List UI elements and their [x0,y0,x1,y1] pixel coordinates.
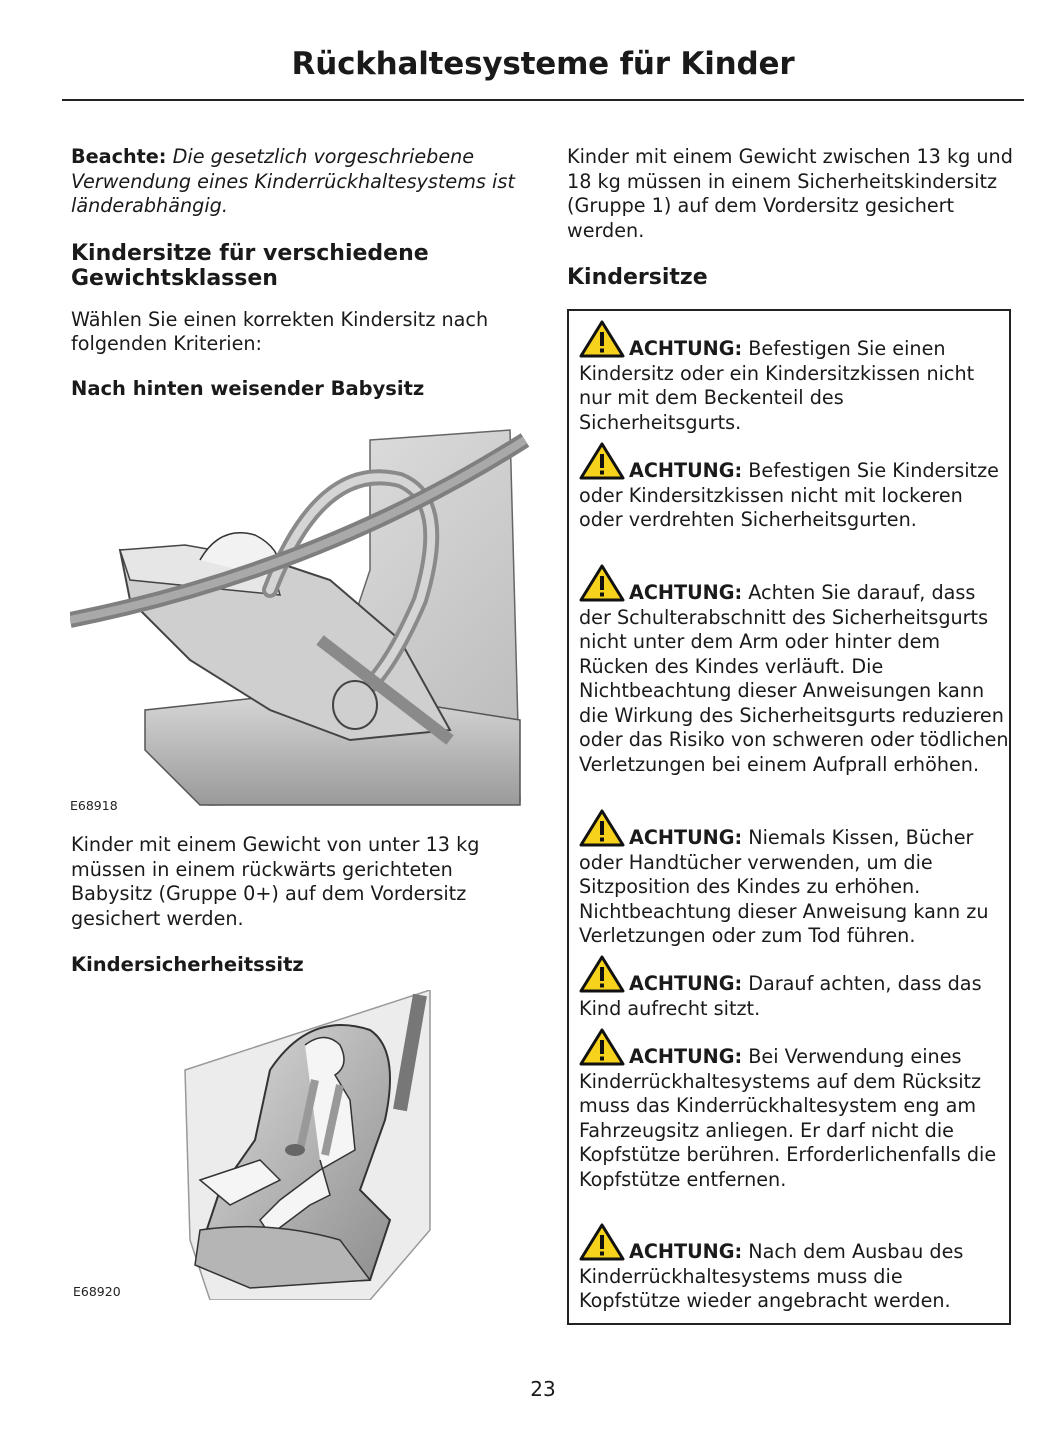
warning-label: ACHTUNG: [629,459,743,482]
intro-criteria: Wählen Sie einen korrekten Kindersitz nach folgenden Kriterien: [71,307,489,355]
warning-triangle-icon [579,319,625,359]
warnings-box [567,309,1011,1325]
warning-text: Befestigen Sie Kindersitze oder Kindersitzkissen nicht mit lockeren oder verdrehten Sicherheitsgurten. [579,459,999,531]
warning-4 [579,808,1009,949]
warning-5 [579,954,1009,1021]
warning-2 [579,441,1009,533]
figure-babysitz [70,420,530,820]
warning-triangle-icon [579,1222,625,1262]
figure-code-1: E68918 [70,798,118,813]
note-label: Beachte: [71,145,167,168]
left-column-lower [71,833,523,977]
note-paragraph [71,145,523,219]
kindersitz-illustration [70,990,530,1300]
warning-triangle-icon [579,954,625,994]
subheading-kindersitz: Kindersicherheitssitz [71,953,304,976]
babysitz-illustration [70,420,530,820]
warning-text: Nach dem Ausbau des Kinderrückhaltesystems muss die Kopfstütze wieder angebracht werden. [579,1240,964,1312]
warning-3 [579,563,1009,777]
warning-text: Achten Sie darauf, dass der Schulterabschnitt des Sicherheitsgurts nicht unter dem Arm oder hinter dem Rücken des Kindes verläuft. Die Nichtbeachtung dieser Anweisungen kann die Wirkung des Sicherheitsgurts reduzieren oder das Risiko von schweren oder tödlichen Verletzungen bei einem Aufprall erhöhen. [579,581,1009,776]
heading-kindersitze: Kindersitze [567,265,708,290]
warning-triangle-icon [579,1027,625,1067]
title-divider [62,99,1024,101]
warning-6 [579,1027,1009,1192]
subheading-babysitz: Nach hinten weisender Babysitz [71,376,425,400]
note-text: Die gesetzlich vorgeschriebene Verwendung eines Kinderrückhaltesystems ist länderabhängig. [71,145,515,217]
warning-label: ACHTUNG: [629,581,743,604]
warning-triangle-icon [579,808,625,848]
right-column [567,145,1015,290]
warning-text: Niemals Kissen, Bücher oder Handtücher verwenden, um die Sitzposition des Kindes zu erhöhen. Nichtbeachtung dieser Anweisung kann zu Verletzungen oder zum Tod führen. [579,826,989,947]
warning-triangle-icon [579,441,625,481]
warning-7 [579,1222,1009,1314]
warning-label: ACHTUNG: [629,1240,743,1263]
warning-text: Bei Verwendung eines Kinderrückhaltesystems auf dem Rücksitz muss das Kinderrückhaltesystem eng am Fahrzeugsitz anliegen. Er darf nicht die Kopfstütze berühren. Erforderlichenfalls die Kopfstütze entfernen. [579,1045,997,1191]
figure-kindersitz [70,990,530,1310]
figure-code-2: E68920 [73,1284,121,1299]
warning-triangle-icon [579,563,625,603]
warning-text: Befestigen Sie einen Kindersitz oder ein Kindersitzkissen nicht nur mit dem Beckenteil des Sicherheitsgurts. [579,337,975,434]
warning-1 [579,319,1009,435]
warning-label: ACHTUNG: [629,972,743,995]
babysitz-text: Kinder mit einem Gewicht von unter 13 kg müssen in einem rückwärts gerichteten Babysitz (Gruppe 0+) auf dem Vordersitz gesichert werden. [71,833,480,930]
left-column [71,145,523,401]
page-title: Rückhaltesysteme für Kinder [291,46,795,82]
right-intro: Kinder mit einem Gewicht zwischen 13 kg und 18 kg müssen in einem Sicherheitskindersitz (Gruppe 1) auf dem Vordersitz gesichert werden. [567,145,1013,242]
page-number: 23 [530,1377,556,1401]
warning-text: Darauf achten, dass das Kind aufrecht sitzt. [579,972,982,1020]
heading-weight-classes: Kindersitze für verschiedene Gewichtsklassen [71,240,429,291]
warning-label: ACHTUNG: [629,337,743,360]
warning-label: ACHTUNG: [629,1045,743,1068]
warning-label: ACHTUNG: [629,826,743,849]
